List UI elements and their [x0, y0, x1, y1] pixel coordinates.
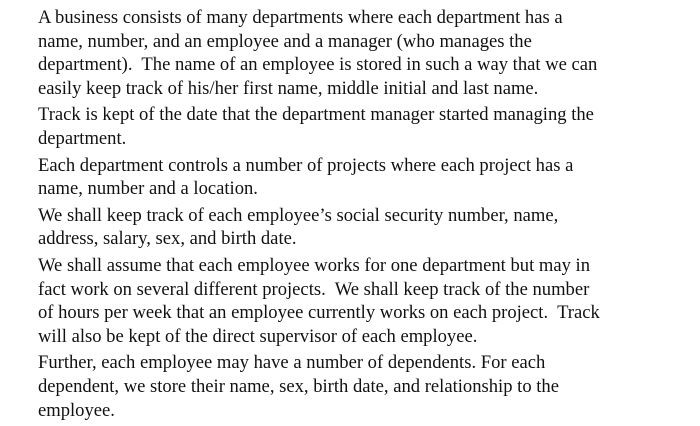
- text-line: We shall keep track of each employee’s social security number, name,: [38, 204, 559, 226]
- text-line: We shall assume that each employee works for one department but may in: [38, 254, 591, 276]
- text-line: fact work on several different projects. We shall keep track of the number: [38, 278, 590, 300]
- text-line: dependent, we store their name, sex, birth date, and relationship to the: [38, 375, 559, 397]
- text-line: of hours per week that an employee currently works on each project. Track: [38, 302, 600, 324]
- text-line: name, number and a location.: [38, 178, 258, 200]
- text-line: Each department controls a number of projects where each project has a: [38, 154, 574, 176]
- text-line: will also be kept of the direct supervisor of each employee.: [38, 325, 478, 347]
- paragraph-departments: [38, 6, 694, 100]
- text-line: A business consists of many departments where each department has a: [38, 7, 563, 28]
- document-body: [38, 6, 694, 425]
- text-line: employee.: [38, 399, 115, 421]
- text-line: department). The name of an employee is stored in such a way that we can: [38, 54, 598, 76]
- text-line: Track is kept of the date that the department manager started managing the: [38, 104, 594, 126]
- text-line: easily keep track of his/her first name, middle initial and last name.: [38, 77, 539, 99]
- paragraph-projects: [38, 154, 694, 201]
- paragraph-manager-date: [38, 103, 694, 150]
- text-line: Further, each employee may have a number of dependents. For each: [38, 352, 546, 374]
- text-line: department.: [38, 127, 127, 149]
- paragraph-works-on: [38, 254, 694, 348]
- paragraph-dependents: [38, 351, 694, 422]
- paragraph-employee-attributes: [38, 204, 694, 251]
- text-line: name, number, and an employee and a manager (who manages the: [38, 30, 532, 52]
- text-line: address, salary, sex, and birth date.: [38, 228, 297, 250]
